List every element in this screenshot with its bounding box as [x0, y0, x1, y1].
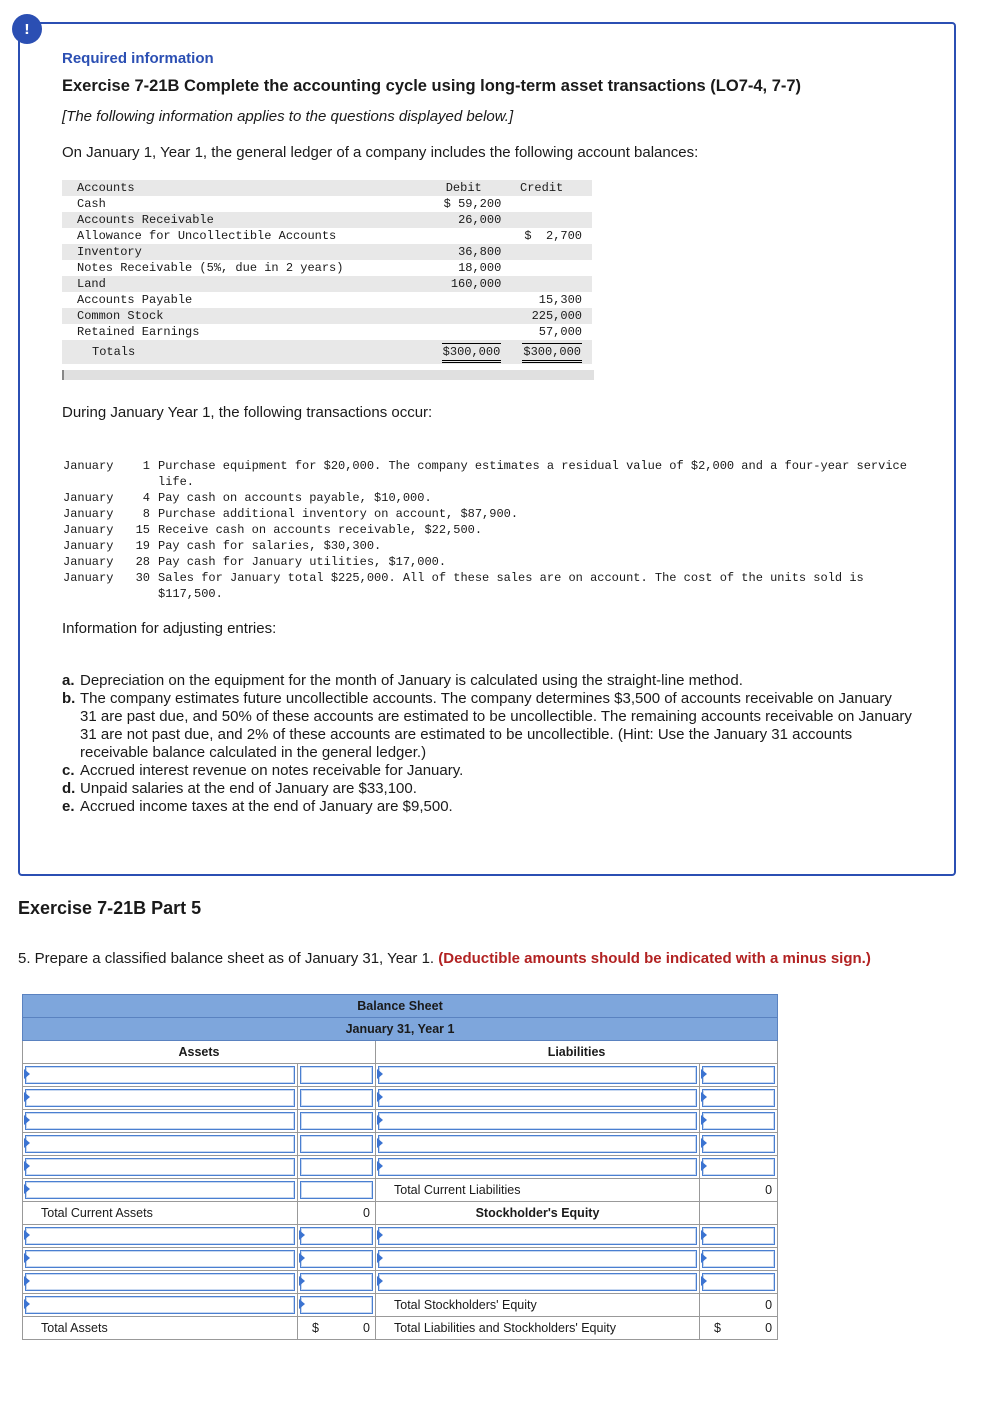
- ledger-account: Common Stock: [62, 308, 426, 324]
- ledger-row: [62, 244, 592, 260]
- ledger-row: [62, 228, 592, 244]
- bs-date: January 31, Year 1: [23, 1018, 778, 1041]
- total-liab-equity-currency: $: [714, 1321, 721, 1335]
- transaction-month: January: [63, 539, 114, 553]
- ledger-credit: [501, 196, 592, 212]
- adjustment-text: The company estimates future uncollectible accounts. The company determines $3,500 of accounts receivable on January 31 are past due, and 50% of these accounts are estimated to be uncollectible. The remaining accounts receivable on January 31 are not past due, and 2% of these accounts are estimated to be uncollectible. (Hint: Use the January 31 accounts receivable balance calculated in the general ledger.): [80, 690, 912, 761]
- ledger-debit: [426, 308, 501, 324]
- ledger-credit: [501, 244, 592, 260]
- asset-amount-input[interactable]: [298, 1248, 376, 1271]
- transaction-item: [63, 506, 923, 522]
- transaction-month: January: [63, 555, 114, 569]
- info-note: [The following information applies to the questions displayed below.]: [62, 108, 514, 125]
- bs-row: [23, 1294, 778, 1317]
- ledger-col-accounts: Accounts: [62, 180, 426, 196]
- ledger-credit: [501, 276, 592, 292]
- balance-sheet-table: [22, 994, 778, 1340]
- total-liab-equity-cell: [700, 1317, 778, 1340]
- transaction-month: January: [63, 491, 114, 505]
- ledger-debit: [426, 324, 501, 340]
- adjustment-item: [62, 780, 912, 798]
- ledger-row: [62, 276, 592, 292]
- adjustment-text: Accrued interest revenue on notes receivable for January.: [80, 762, 464, 779]
- total-current-assets-label: Total Current Assets: [23, 1202, 298, 1225]
- ledger-account: Accounts Payable: [77, 293, 193, 307]
- transaction-month: January: [63, 571, 114, 585]
- liability-amount-input[interactable]: [700, 1064, 778, 1087]
- bs-assets-header: Assets: [23, 1041, 376, 1064]
- total-current-liabilities-label: Total Current Liabilities: [376, 1179, 700, 1202]
- ledger-debit: 26,000: [426, 212, 501, 228]
- ledger-credit: 15,300: [538, 293, 582, 307]
- transaction-day: 19: [135, 539, 150, 553]
- total-equity-value: 0: [700, 1294, 778, 1317]
- adjustments-list: [62, 672, 912, 816]
- transaction-item: [63, 554, 923, 570]
- ledger-row: [62, 212, 592, 228]
- liability-amount-input[interactable]: [700, 1110, 778, 1133]
- transaction-item: [63, 490, 923, 506]
- transaction-day: 28: [135, 555, 150, 569]
- ledger-credit: 57,000: [538, 325, 582, 339]
- ledger-account: Notes Receivable (5%, due in 2 years): [77, 261, 344, 275]
- bs-input-row: [23, 1064, 778, 1087]
- bs-input-row: [23, 1087, 778, 1110]
- ledger-col-credit: Credit: [501, 180, 592, 196]
- asset-amount-input[interactable]: [298, 1271, 376, 1294]
- ledger-debit: $ 59,200: [443, 197, 502, 211]
- liability-account-select[interactable]: [376, 1110, 700, 1133]
- equity-amount-input[interactable]: [700, 1225, 778, 1248]
- bs-input-row: [23, 1248, 778, 1271]
- adjustment-letter: e.: [62, 798, 75, 815]
- part-title: Exercise 7-21B Part 5: [18, 898, 202, 918]
- ledger-row: [62, 308, 592, 324]
- liability-amount-input[interactable]: [700, 1087, 778, 1110]
- bs-input-row: [23, 1156, 778, 1179]
- ledger-account: Accounts Receivable: [62, 212, 426, 228]
- ledger-totals-debit: $300,000: [442, 343, 502, 363]
- ledger-scrollbar: [62, 370, 594, 380]
- ledger-credit: [501, 212, 592, 228]
- asset-amount-input[interactable]: [298, 1225, 376, 1248]
- adjustment-item: [62, 690, 912, 762]
- transaction-item: [63, 570, 923, 602]
- ledger-col-debit: Debit: [426, 180, 501, 196]
- adjustment-text: Depreciation on the equipment for the month of January is calculated using the straight-line method.: [80, 672, 743, 689]
- ledger-debit: 160,000: [426, 276, 501, 292]
- total-assets-value: 0: [363, 1321, 370, 1335]
- asset-amount-input[interactable]: [298, 1294, 376, 1317]
- total-liab-equity-label: Total Liabilities and Stockholders' Equity: [376, 1317, 700, 1340]
- bs-liabilities-header: Liabilities: [376, 1041, 778, 1064]
- question-emphasis: (Deductible amounts should be indicated with a minus sign.): [438, 950, 871, 967]
- asset-amount-input[interactable]: [298, 1110, 376, 1133]
- adjustment-letter: d.: [62, 780, 76, 797]
- ledger-totals-row: [62, 340, 592, 364]
- transaction-text: Sales for January total $225,000. All of these sales are on account. The cost of the units sold is $117,500.: [158, 571, 864, 601]
- equity-account-select[interactable]: [376, 1271, 700, 1294]
- bs-row: [23, 1202, 778, 1225]
- asset-account-select[interactable]: [23, 1225, 298, 1248]
- ledger-totals-credit: $300,000: [522, 343, 582, 363]
- liability-account-select[interactable]: [376, 1156, 700, 1179]
- bs-title-row: [23, 995, 778, 1018]
- adjustment-letter: b.: [62, 690, 76, 707]
- ledger-row: [62, 292, 592, 308]
- adjustment-letter: a.: [62, 672, 75, 689]
- transaction-day: 15: [135, 523, 150, 537]
- required-info-label: Required information: [62, 50, 214, 67]
- asset-account-select[interactable]: [23, 1110, 298, 1133]
- total-liab-equity-value: 0: [765, 1321, 773, 1335]
- transaction-text: Pay cash on accounts payable, $10,000.: [158, 491, 432, 505]
- transaction-month: January: [63, 523, 114, 537]
- ledger-debit: [426, 292, 501, 308]
- ledger-debit: [426, 228, 501, 244]
- transaction-text: Purchase equipment for $20,000. The company estimates a residual value of $2,000 and a four-year service life.: [158, 459, 907, 489]
- total-equity-label: Total Stockholders' Equity: [376, 1294, 700, 1317]
- asset-account-select[interactable]: [23, 1179, 298, 1202]
- bs-input-row: [23, 1133, 778, 1156]
- liability-amount-input[interactable]: [700, 1133, 778, 1156]
- asset-account-select[interactable]: [23, 1087, 298, 1110]
- transactions-list: [63, 458, 923, 602]
- ledger-header-row: [62, 180, 592, 196]
- bs-input-row: [23, 1225, 778, 1248]
- asset-account-select[interactable]: [23, 1156, 298, 1179]
- ledger-account: Allowance for Uncollectible Accounts: [77, 229, 337, 243]
- bs-column-header-row: [23, 1041, 778, 1064]
- ledger-credit: 225,000: [501, 308, 592, 324]
- adjustment-letter: c.: [62, 762, 75, 779]
- asset-account-select[interactable]: [23, 1133, 298, 1156]
- transaction-day: 4: [142, 491, 150, 505]
- transaction-item: [63, 522, 923, 538]
- ledger-row: [62, 196, 592, 212]
- adjustment-item: [62, 762, 912, 780]
- transaction-day: 30: [135, 571, 150, 585]
- stockholders-equity-header: Stockholder's Equity: [376, 1202, 700, 1225]
- asset-amount-input[interactable]: [298, 1064, 376, 1087]
- adjustment-text: Accrued income taxes at the end of January are $9,500.: [80, 798, 453, 815]
- ledger-account: Land: [62, 276, 426, 292]
- bs-input-row: [23, 1271, 778, 1294]
- transactions-intro: During January Year 1, the following transactions occur:: [62, 404, 433, 421]
- total-assets-currency: $: [312, 1321, 319, 1335]
- ledger-account: Retained Earnings: [77, 325, 200, 339]
- transaction-day: 8: [142, 507, 150, 521]
- total-current-liabilities-value: 0: [700, 1179, 778, 1202]
- ledger-totals-label: Totals: [62, 340, 426, 364]
- adjustment-item: [62, 672, 912, 690]
- adjustments-heading: Information for adjusting entries:: [62, 620, 277, 637]
- asset-amount-input[interactable]: [298, 1179, 376, 1202]
- bs-date-row: [23, 1018, 778, 1041]
- ledger-credit: [501, 260, 592, 276]
- liability-account-select[interactable]: [376, 1133, 700, 1156]
- asset-account-select[interactable]: [23, 1064, 298, 1087]
- liability-amount-input[interactable]: [700, 1156, 778, 1179]
- transaction-day: 1: [142, 459, 150, 473]
- ledger-debit: 36,800: [426, 244, 501, 260]
- general-ledger-table: [62, 180, 592, 364]
- alert-icon: !: [12, 14, 42, 44]
- bs-input-row: [23, 1110, 778, 1133]
- transaction-text: Purchase additional inventory on account, $87,900.: [158, 507, 519, 521]
- adjustment-item: [62, 798, 912, 816]
- transaction-month: January: [63, 459, 114, 473]
- asset-amount-input[interactable]: [298, 1133, 376, 1156]
- total-assets-cell: [298, 1317, 376, 1340]
- equity-account-select[interactable]: [376, 1248, 700, 1271]
- ledger-intro: On January 1, Year 1, the general ledger of a company includes the following account balances:: [62, 144, 699, 161]
- question-prefix: 5. Prepare a classified balance sheet as of January 31, Year 1.: [18, 950, 435, 967]
- ledger-account: Inventory: [62, 244, 426, 260]
- asset-account-select[interactable]: [23, 1271, 298, 1294]
- empty-cell: [700, 1202, 778, 1225]
- ledger-credit: $ 2,700: [524, 229, 582, 243]
- transaction-text: Pay cash for salaries, $30,300.: [158, 539, 382, 553]
- transaction-item: [63, 538, 923, 554]
- asset-amount-input[interactable]: [298, 1087, 376, 1110]
- equity-amount-input[interactable]: [700, 1271, 778, 1294]
- ledger-account: Cash: [77, 197, 106, 211]
- total-assets-label: Total Assets: [23, 1317, 298, 1340]
- bs-row: [23, 1317, 778, 1340]
- exercise-title: Exercise 7-21B Complete the accounting cycle using long-term asset transactions (LO7-4, 7-7): [62, 77, 802, 95]
- bs-title: Balance Sheet: [23, 995, 778, 1018]
- asset-amount-input[interactable]: [298, 1156, 376, 1179]
- ledger-debit: 18,000: [458, 261, 502, 275]
- total-current-assets-value: 0: [298, 1202, 376, 1225]
- bs-row: [23, 1179, 778, 1202]
- transaction-month: January: [63, 507, 114, 521]
- transaction-text: Pay cash for January utilities, $17,000.: [158, 555, 447, 569]
- question-text: [18, 950, 871, 967]
- liability-account-select[interactable]: [376, 1087, 700, 1110]
- equity-amount-input[interactable]: [700, 1248, 778, 1271]
- liability-account-select[interactable]: [376, 1064, 700, 1087]
- asset-account-select[interactable]: [23, 1248, 298, 1271]
- ledger-row: [62, 324, 592, 340]
- transaction-item: [63, 458, 923, 490]
- transaction-text: Receive cash on accounts receivable, $22,500.: [158, 523, 483, 537]
- equity-account-select[interactable]: [376, 1225, 700, 1248]
- asset-account-select[interactable]: [23, 1294, 298, 1317]
- ledger-row: [62, 260, 592, 276]
- adjustment-text: Unpaid salaries at the end of January are $33,100.: [80, 780, 417, 797]
